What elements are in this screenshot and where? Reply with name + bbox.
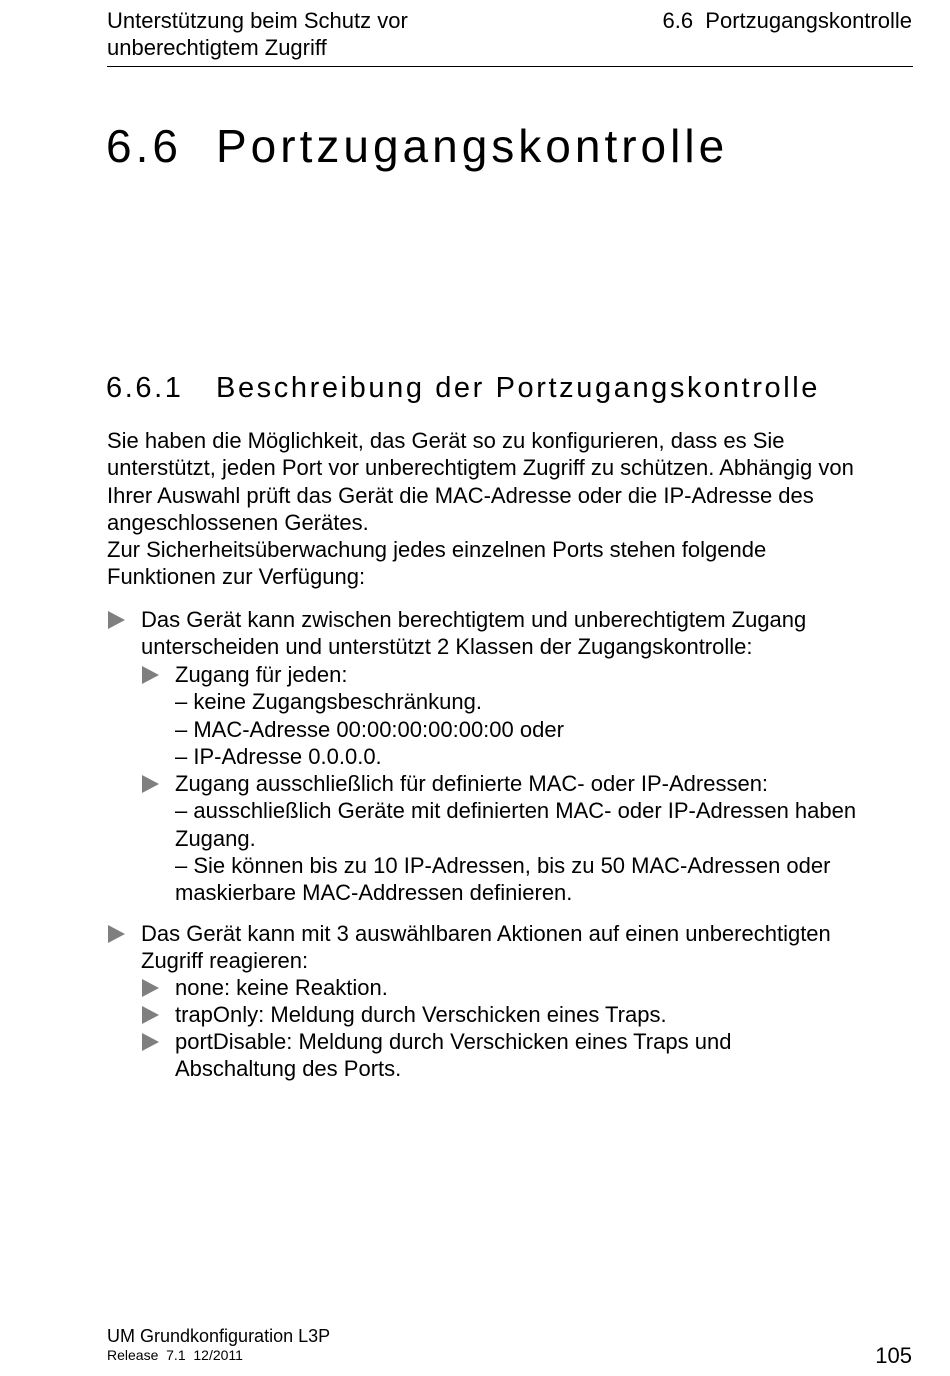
header-left-line-1: Unterstützung beim Schutz vor <box>107 8 408 33</box>
text-line: portDisable: Meldung durch Verschicken eines Traps und <box>175 1029 732 1054</box>
triangle-bullet-icon <box>108 925 125 943</box>
triangle-bullet-icon <box>142 979 159 997</box>
text-line: trapOnly: Meldung durch Verschicken eines Traps. <box>175 1002 667 1027</box>
footer-document-title: UM Grundkonfiguration L3P <box>107 1326 331 1346</box>
running-header-left <box>107 7 408 61</box>
chapter-number: 6.6 <box>106 120 182 172</box>
sub-bullet-none <box>175 974 925 1001</box>
intro-paragraph-1 <box>107 427 907 536</box>
text-line: Sie haben die Möglichkeit, das Gerät so zu konfigurieren, dass es Sie <box>107 428 785 453</box>
text-line: – MAC-Adresse 00:00:00:00:00:00 oder <box>175 716 564 742</box>
text-line: Das Gerät kann mit 3 auswählbaren Aktionen auf einen unberechtigten <box>141 921 831 946</box>
intro-paragraph-2 <box>107 536 907 591</box>
text-line: Funktionen zur Verfügung: <box>107 564 366 590</box>
header-divider <box>107 66 913 67</box>
text-line: none: keine Reaktion. <box>175 975 388 1000</box>
chapter-heading <box>106 118 728 174</box>
section-title: Beschreibung der Portzugangskontrolle <box>216 372 821 404</box>
running-header-right: 6.6 Portzugangskontrolle <box>662 8 912 33</box>
text-line: unterscheiden und unterstützt 2 Klassen der Zugangskontrolle: <box>141 634 753 660</box>
text-line: Ihrer Auswahl prüft das Gerät die MAC-Adresse oder die IP-Adresse des <box>107 482 814 508</box>
text-line: Zugang. <box>175 825 256 851</box>
bullet-text <box>141 920 921 975</box>
text-line: Abschaltung des Ports. <box>175 1056 402 1082</box>
text-line: Zugriff reagieren: <box>141 948 309 974</box>
section-number: 6.6.1 <box>106 372 184 404</box>
triangle-bullet-icon <box>142 1033 159 1051</box>
footer-release: Release 7.1 12/2011 <box>107 1347 243 1363</box>
section-heading <box>106 370 820 406</box>
triangle-bullet-icon <box>142 666 159 684</box>
text-line: Zur Sicherheitsüberwachung jedes einzelnen Ports stehen folgende <box>107 537 767 563</box>
triangle-bullet-icon <box>108 611 125 629</box>
text-line: angeschlossenen Gerätes. <box>107 509 369 535</box>
triangle-bullet-icon <box>142 775 159 793</box>
sub-bullet-access-defined <box>175 770 925 906</box>
text-line: – Sie können bis zu 10 IP-Adressen, bis zu 50 MAC-Adressen oder <box>175 852 831 878</box>
text-line: – ausschließlich Geräte mit definierten MAC- oder IP-Adressen haben <box>175 798 857 824</box>
bullet-text <box>141 606 921 661</box>
text-line: – keine Zugangsbeschränkung. <box>175 689 482 715</box>
triangle-bullet-icon <box>142 1006 159 1024</box>
chapter-title: Portzugangskontrolle <box>216 120 729 172</box>
text-line: maskierbare MAC-Addressen definieren. <box>175 880 573 906</box>
sub-bullet-access-all <box>175 661 925 770</box>
text-line: Zugang ausschließlich für definierte MAC- oder IP-Adressen: <box>175 771 769 796</box>
text-line: – IP-Adresse 0.0.0.0. <box>175 743 382 769</box>
header-left-line-2: unberechtigtem Zugriff <box>107 35 327 60</box>
intro-text <box>107 427 907 591</box>
text-line: Zugang für jeden: <box>175 662 348 687</box>
text-line: Das Gerät kann zwischen berechtigtem und unberechtigtem Zugang <box>141 607 807 632</box>
text-line: unterstützt, jeden Port vor unberechtigtem Zugriff zu schützen. Abhängig von <box>107 455 854 481</box>
page-number: 105 <box>875 1343 912 1368</box>
sub-bullet-traponly <box>175 1001 925 1028</box>
sub-bullet-portdisable <box>175 1028 925 1083</box>
